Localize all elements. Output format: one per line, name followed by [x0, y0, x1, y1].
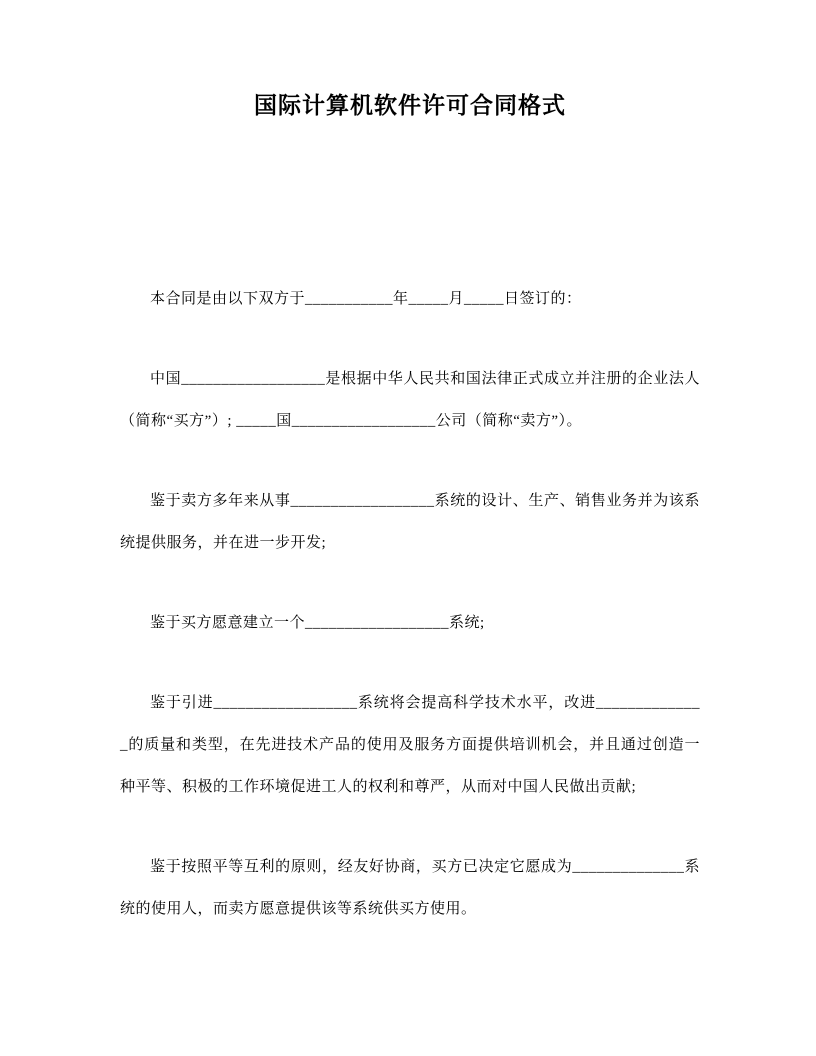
contract-paragraph-seller-whereas: 鉴于卖方多年来从事__________________系统的设计、生产、销售业务并为该系统提供服务，并在进一步开发;	[120, 493, 700, 551]
contract-paragraph-parties: 中国__________________是根据中华人民共和国法律正式成立并注册的企业法人（简称“买方”）; _____国__________________公司（简称“卖方”）。	[120, 371, 700, 429]
contract-paragraph-import-whereas: 鉴于引进__________________系统将会提高科学技术水平，改进______________的质量和类型，在先进技术产品的使用及服务方面提供培训机会，并且通过创造一种平等、积极的工作环境促进工人的权利和尊严，从而对中国人民做出贡献;	[120, 695, 700, 795]
document-title: 国际计算机软件许可合同格式	[254, 93, 566, 118]
contract-paragraph-buyer-whereas: 鉴于买方愿意建立一个__________________系统;	[150, 615, 485, 631]
contract-paragraph-signing-date: 本合同是由以下双方于___________年_____月_____日签订的：	[150, 291, 582, 307]
contract-paragraph-agreement-whereas: 鉴于按照平等互利的原则，经友好协商，买方已决定它愿成为______________系统的使用人，而卖方愿意提供该等系统供买方使用。	[120, 859, 700, 917]
